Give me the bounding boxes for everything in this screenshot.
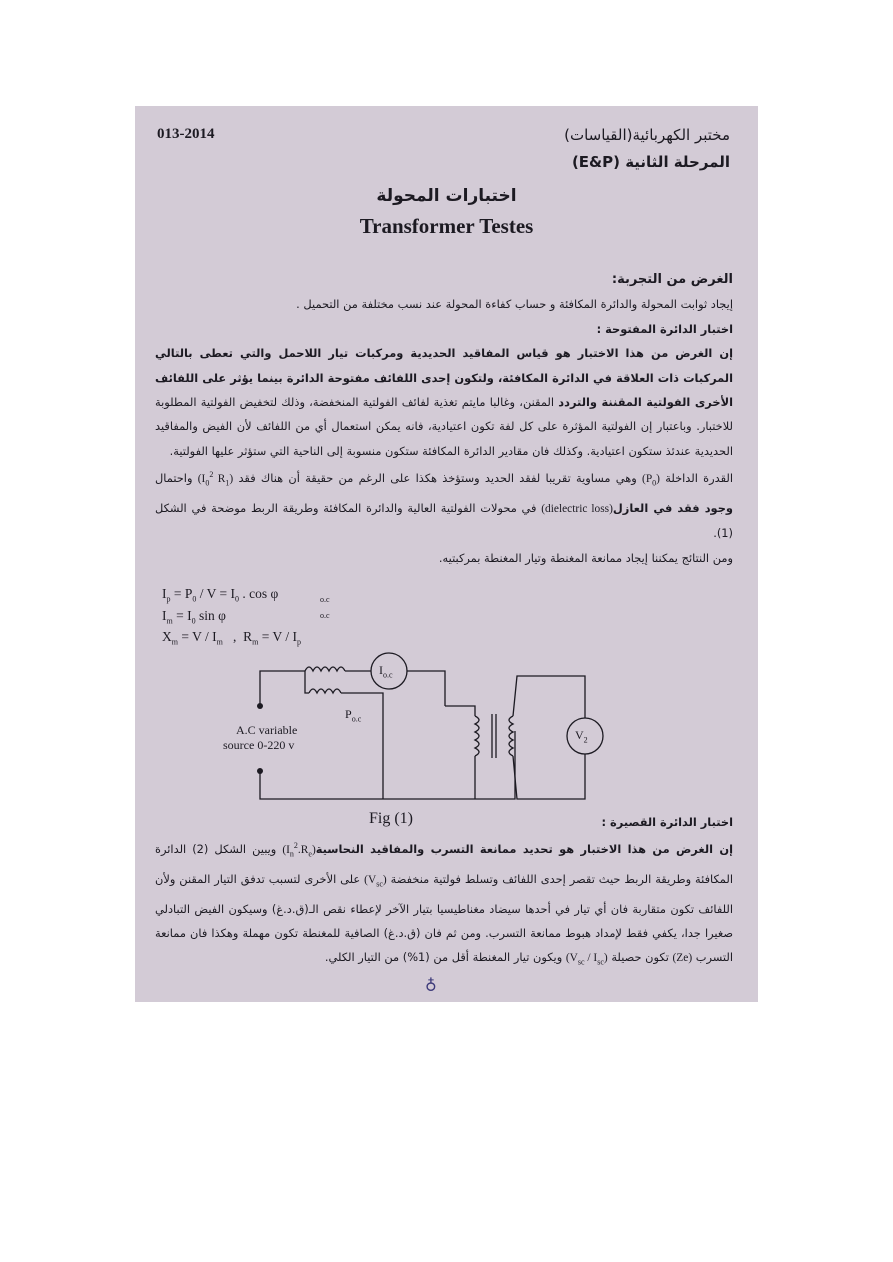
condition-mark-1: o.c (320, 595, 330, 604)
ammeter-label: $I_{o.c}$ (379, 663, 393, 680)
sc-text-c: على الأخرى لتسبب تدفق التيار المقنن ولأن اللفائف تكون متقاربة فان أي تيار في أحدها سيضاد مغناطيسيا بتيار الآخر لإعطاء نقص الـ(ق.د.غ) وسيكون الفيض التبادلي صغيرا جدا، يكفي فقط لإمداد هبوط ممانعة التسرب. ومن ثم فان (ق.د.غ) الصافية للمغنطة تكون مهملة وهكذا فان ممانعة التسرب (155, 871, 733, 965)
stage-label: المرحلة الثانية (E&P) (571, 153, 730, 171)
figure-caption: Fig (1) (369, 810, 413, 827)
open-circuit-heading: اختبار الدائرة المفتوحة : (596, 321, 733, 336)
source-terminal-top (257, 703, 263, 709)
short-circuit-heading: اختبار الدائرة القصيرة : (601, 815, 733, 829)
sc-text-e: ويكون تيار المغنطة أقل من (1%) من التيار الكلي. (324, 950, 563, 965)
sc-ratio-formula: $(V_{sc} / I_{sc})$ (565, 952, 608, 967)
open-circuit-para-1-rest: المقنن، وغالبا مايتم تغذية لفائف الفولتية المنخفضة، وذلك لتخفيض الفولتية المطلوبة للاختبار. وباعتبار إن الفولتية المؤثرة على كل لفة تكون اعتيادية، فانه يمكن استعمال أي من اللفائف لأن الفيض والمفاقيد الحديدية عندئذ ستكون اعتيادية. وكذلك فان مقادير الدائرة المكافئة ستكون منسوبة إلى الناحية التي ستؤثر عليها الفولتية. (155, 395, 733, 458)
formula-line-1: $I_p = P_0 / V = I_0$ . cos φ (162, 586, 279, 604)
para2-text-e: في محولات الفولتية العالية والدائرة المكافئة وطريقة الربط موضحة في الشكل (1). (155, 500, 733, 541)
lab-name: مختبر الكهربائية(القياسات) (564, 126, 730, 144)
wire-top-left (260, 671, 305, 706)
secondary-winding (509, 716, 513, 756)
handwritten-signature-mark: ♁ (425, 974, 437, 993)
purpose-heading: الغرض من التجربة: (611, 272, 733, 287)
sc-copper-loss-formula: $(I_n^2.R_e)$ (282, 841, 316, 859)
copper-loss-formula: ($I_0^2$ $R_1$) (197, 470, 234, 488)
lower-body-text (155, 810, 733, 975)
para2-text-a: القدرة الداخلة (665, 471, 734, 486)
formula-line-2: $I_m = I_0$ sin φ (162, 607, 226, 626)
purpose-text: إيجاد ثوابت المحولة والدائرة المكافئة و حساب كفاءة المحولة عند نسب مختلفة من التحميل . (296, 297, 733, 312)
condition-mark-2: o.c (320, 611, 330, 620)
formula-line-3: $X_m = V / I_m$ , $R_m = V / I_p$ (162, 629, 301, 648)
wattmeter-voltage-coil (309, 689, 341, 693)
sc-ze-formula: (Ze) (672, 952, 693, 965)
para2-text-b: وهي مساوية تقريبا لفقد الحديد وستؤخذ هكذا على الرغم من حقيقة أن هناك فقد (238, 471, 637, 486)
open-circuit-para-1-bold: إن الغرض من هذا الاختبار هو قياس المفاقيد الحديدية ومركبات تيار اللاحمل والتي تعطى بالتالي المركبات ذات العلاقة في الدائرة المكافئة، ولتكون إحدى اللفائف مفتوحة الدائرة بينما يؤثر على اللفائف الأخرى الفولتية المقننة والتردد (155, 346, 733, 410)
source-terminal-bottom (257, 768, 263, 774)
wattmeter-current-coil (305, 667, 345, 671)
dielectric-loss-term: (dielectric loss) (541, 502, 613, 515)
source-label-2: source 0-220 v (223, 738, 295, 752)
academic-year: 013-2014 (157, 126, 215, 142)
title-english: Transformer Testes (359, 214, 534, 238)
source-label-1: A.C variable (236, 723, 298, 737)
p0-formula: $(P_0)$ (642, 473, 660, 488)
sc-text-a: إن الغرض من هذا الاختبار هو تحديد ممانعة التسرب والمفاقيد النحاسية (315, 842, 733, 857)
short-circuit-para (155, 834, 733, 975)
voltmeter-label: $V_2$ (575, 728, 588, 745)
transformer-core (492, 714, 496, 758)
sc-vsc-formula: $(V_{sc})$ (364, 873, 387, 889)
title-arabic: اختبارات المحولة (376, 186, 517, 206)
para2-text-d: وجود فقد في العازل (612, 500, 733, 515)
open-circuit-para-3: ومن النتائج يمكننا إيجاد ممانعة المغنطة وتيار المغنطة بمركبتيه. (438, 550, 733, 565)
sc-text-b: ويبين الشكل (2) الدائرة المكافئة وطريقة الربط حيث تقصر إحدى اللفائف وتسلط فولتية منخفضة (155, 842, 733, 886)
wattmeter-label: $P_{o.c}$ (345, 707, 362, 724)
primary-winding (475, 716, 479, 756)
document-page (135, 106, 758, 1002)
sc-text-d: تكون حصيلة (611, 950, 669, 965)
para2-text-c: واحتمال (155, 471, 193, 486)
